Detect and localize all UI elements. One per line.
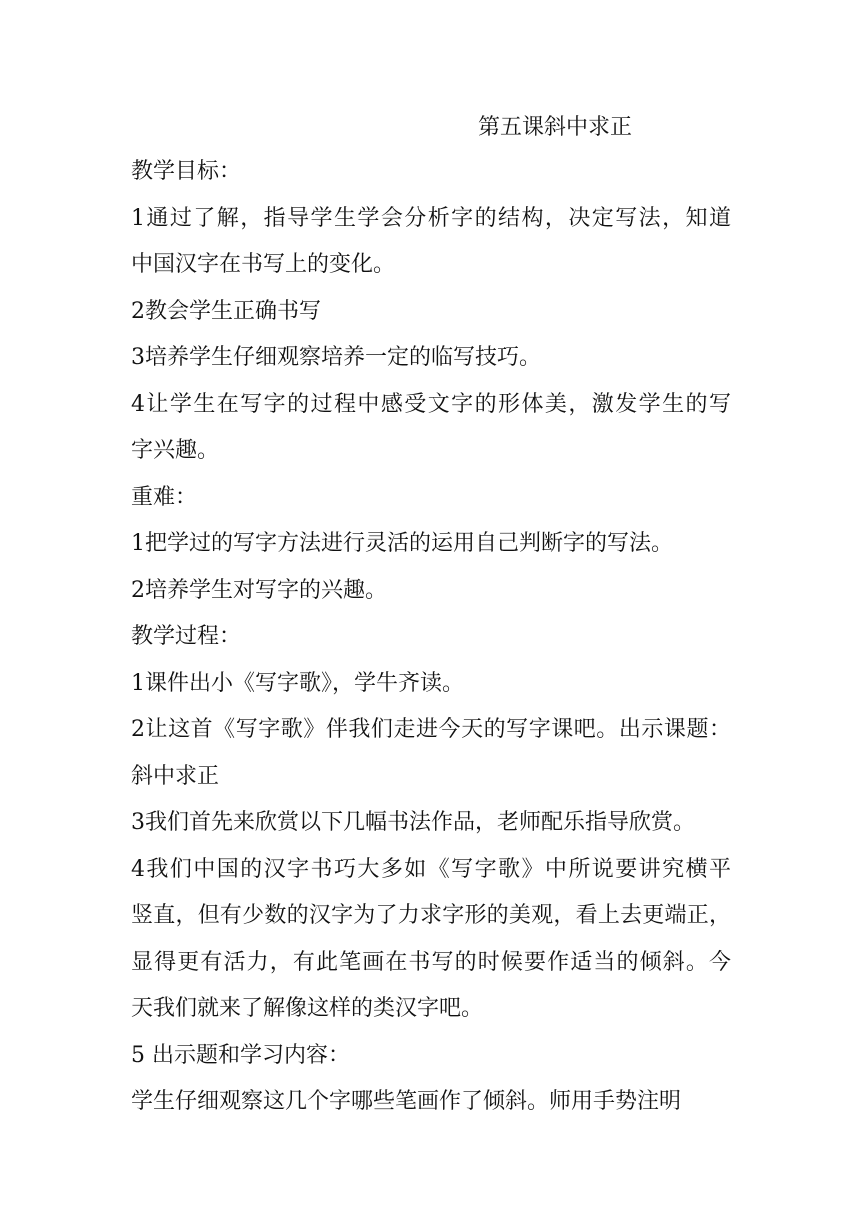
- paragraph-line: 显得更有活力，有此笔画在书写的时候要作适当的倾斜。今: [131, 949, 731, 975]
- paragraph-line: 4我们中国的汉字书巧大多如《写字歌》中所说要讲究横平: [131, 856, 731, 882]
- paragraph-line: 字兴趣。: [131, 438, 220, 463]
- lesson-body: [131, 156, 731, 1133]
- paragraph-line: 竖直，但有少数的汉字为了力求字形的美观，看上去更端正，: [131, 903, 731, 928]
- paragraph-line: 学生仔细观察这几个字哪些笔画作了倾斜。师用手势注明: [131, 1089, 682, 1114]
- paragraph-line: 3我们首先来欣赏以下几幅书法作品，老师配乐指导欣赏。: [131, 810, 695, 835]
- lesson-title: 第五课斜中求正: [478, 115, 633, 140]
- section-heading-process: 教学过程：: [131, 624, 242, 649]
- paragraph-line: 2让这首《写字歌》伴我们走进今天的写字课吧。出示课题：: [131, 717, 731, 742]
- section-heading-difficulties: 重难：: [131, 484, 198, 510]
- paragraph-line: 1把学过的写字方法进行灵活的运用自己判断字的写法。: [131, 531, 673, 556]
- paragraph-line: 5 出示题和学习内容：: [131, 1042, 350, 1068]
- paragraph-line: 1课件出小《写字歌》，学牛齐读。: [131, 670, 464, 696]
- paragraph-line: 2培养学生对写字的兴趣。: [131, 577, 387, 603]
- paragraph-line: 中国汉字在书写上的变化。: [131, 252, 396, 277]
- paragraph-line: 3培养学生仔细观察培养一定的临写技巧。: [131, 345, 541, 370]
- paragraph-line: 天我们就来了解像这样的类汉字吧。: [131, 996, 484, 1021]
- paragraph-line: 1通过了解，指导学生学会分析字的结构，决定写法，知道: [131, 205, 731, 231]
- paragraph-line: 4让学生在写字的过程中感受文字的形体美，激发学生的写: [131, 391, 731, 417]
- section-heading-objectives: 教学目标：: [131, 159, 242, 184]
- paragraph-line: 斜中求正: [131, 763, 220, 789]
- paragraph-line: 2教会学生正确书写: [131, 298, 321, 324]
